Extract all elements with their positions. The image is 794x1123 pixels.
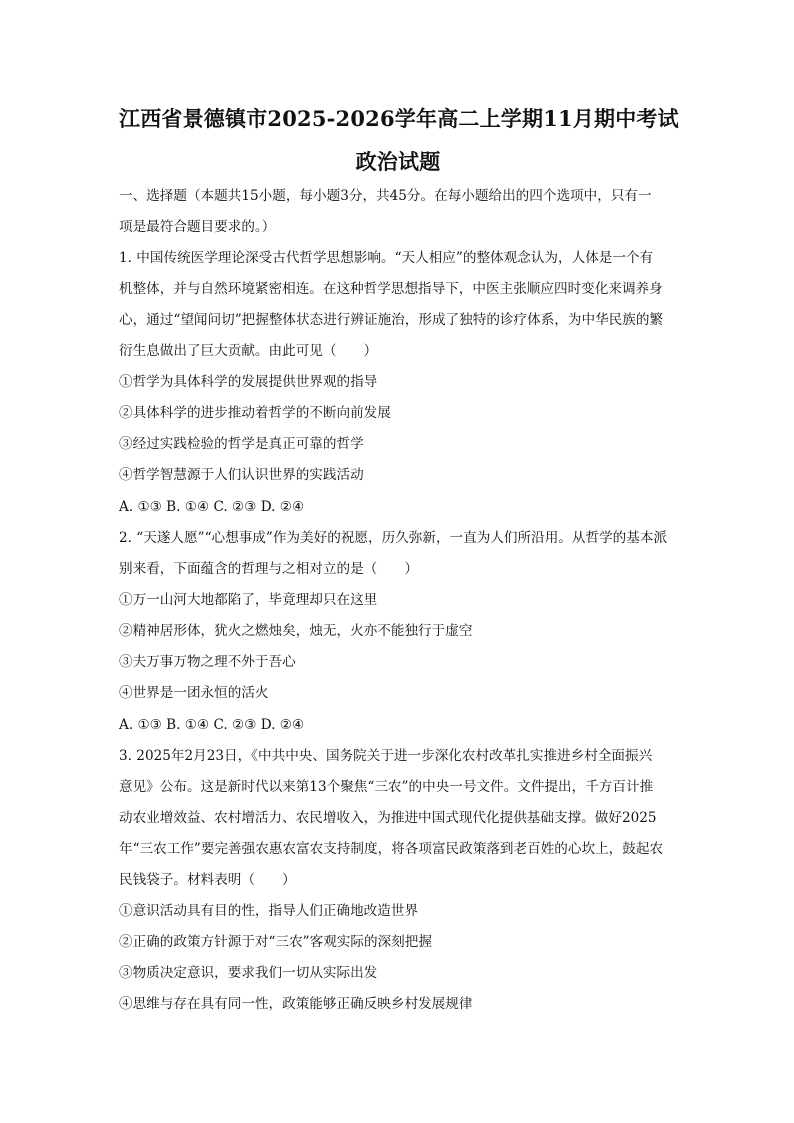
- q2-stem: 别来看，下面蕴含的哲理与之相对立的是（ ）: [119, 561, 419, 577]
- q1-option: ④哲学智慧源于人们认识世界的实践活动: [119, 467, 364, 483]
- q3-option: ①意识活动具有目的性，指导人们正确地改造世界: [119, 903, 419, 919]
- q1-choices: A. ①③ B. ①④ C. ②③ D. ②④: [119, 499, 305, 515]
- q2-choices: A. ①③ B. ①④ C. ②③ D. ②④: [119, 717, 305, 733]
- q1-option: ②具体科学的进步推动着哲学的不断向前发展: [119, 405, 391, 421]
- q3-stem: 意见》公布。这是新时代以来第13个聚焦“三农”的中央一号文件。文件提出，千方百计推: [119, 779, 654, 795]
- q2-option: ④世界是一团永恒的活火: [119, 685, 269, 701]
- q3-option: ④思维与存在具有同一性，政策能够正确反映乡村发展规律: [119, 996, 473, 1012]
- q3-stem: 动农业增效益、农村增活力、农民增收入，为推进中国式现代化提供基础支撑。做好2025: [119, 810, 657, 826]
- q3-stem: 3. 2025年2月23日，《中共中央、国务院关于进一步深化农村改革扎实推进乡村全面振兴: [119, 748, 653, 764]
- q1-stem: 1. 中国传统医学理论深受古代哲学思想影响。“天人相应”的整体观念认为，人体是一个有: [119, 250, 654, 266]
- q1-stem: 心，通过“望闻问切”把握整体状态进行辨证施治，形成了独特的诊疗体系，为中华民族的繁: [119, 312, 664, 328]
- section-header: 一、选择题（本题共15小题，每小题3分，共45分。在每小题给出的四个选项中，只有一: [119, 188, 652, 204]
- q2-option: ③夫万事万物之理不外于吾心: [119, 654, 296, 670]
- q3-stem: 民钱袋子。材料表明（ ）: [119, 872, 296, 888]
- q3-option: ②正确的政策方针源于对“三农”客观实际的深刻把握: [119, 934, 432, 950]
- exam-subtitle: 政治试题: [355, 149, 441, 174]
- q1-option: ③经过实践检验的哲学是真正可靠的哲学: [119, 436, 364, 452]
- q3-option: ③物质决定意识，要求我们一切从实际出发: [119, 965, 378, 981]
- q2-option: ①万一山河大地都陷了，毕竟理却只在这里: [119, 592, 378, 608]
- q3-stem: 年“三农工作”要完善强农惠农富农支持制度，将各项富民政策落到老百姓的心坎上，鼓起农: [119, 841, 664, 857]
- q1-option: ①哲学为具体科学的发展提供世界观的指导: [119, 374, 378, 390]
- q1-stem: 机整体，并与自然环境紧密相连。在这种哲学思想指导下，中医主张顺应四时变化来调养身: [119, 281, 663, 297]
- q2-option: ②精神居形体，犹火之燃烛矣，烛无，火亦不能独行于虚空: [119, 623, 473, 639]
- q1-stem: 衍生息做出了巨大贡献。由此可见（ ）: [119, 343, 378, 359]
- q2-stem: 2. “天遂人愿”“心想事成”作为美好的祝愿，历久弥新，一直为人们所沿用。从哲学的基本派: [119, 530, 668, 546]
- section-header-cont: 项是最符合题目要求的。）: [119, 219, 276, 235]
- exam-title: 江西省景德镇市2025-2026学年高二上学期11月期中考试: [119, 106, 679, 131]
